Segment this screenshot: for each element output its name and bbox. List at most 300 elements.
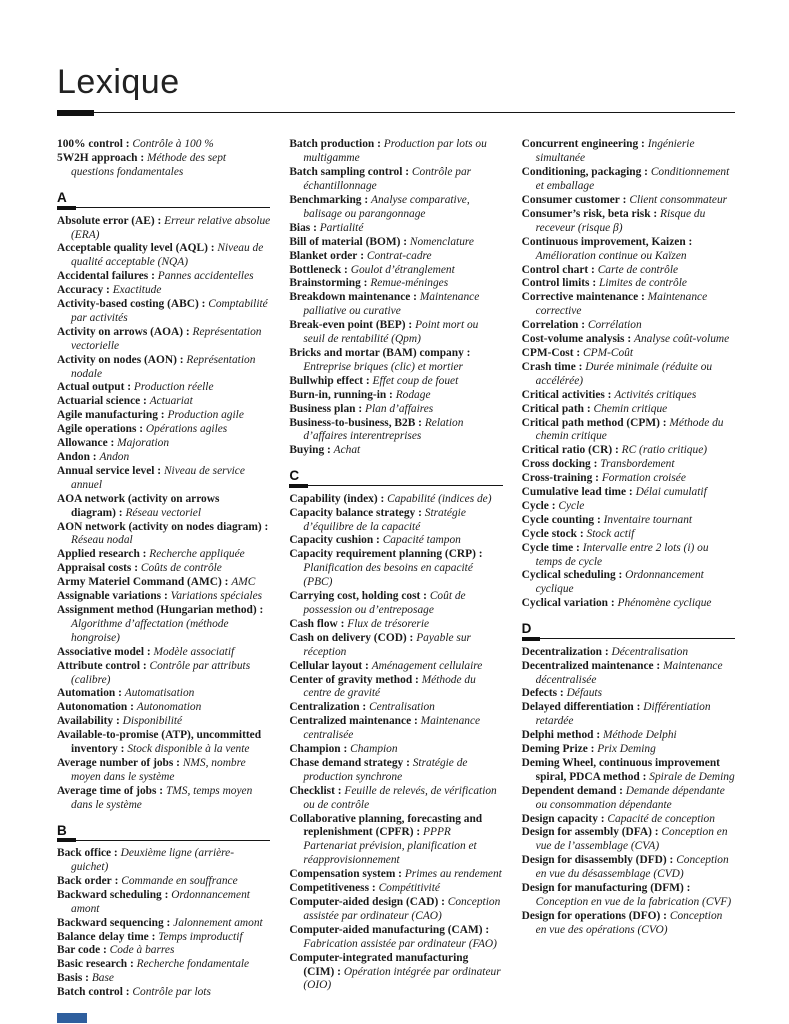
lexicon-entry [522,333,735,347]
entry-translation: Automatisation [124,687,195,700]
entry-translation: Cycle [558,499,585,512]
lexicon-entry [522,291,735,319]
lexicon-entry [522,910,735,938]
lexicon-entry [522,486,735,500]
entry-translation: Centralisation [369,701,435,714]
lexicon-entry [289,590,502,618]
entry-term: Breakdown maintenance : [289,291,417,304]
lexicon-entry [57,646,270,660]
lexicon-entry [289,138,502,166]
lexicon-entry [289,264,502,278]
entry-translation: Deuxième ligne (arrière-guichet) [71,847,235,873]
lexicon-entry [57,548,270,562]
entry-translation: Contrat-cadre [366,249,432,262]
entry-term: Available-to-promise (ATP), uncommitted inventory : [57,729,262,756]
entry-term: Benchmarking : [289,194,369,207]
lexicon-entry [289,715,502,743]
entry-term: Computer-aided manufacturing (CAM) : [289,923,490,936]
entry-term: Continuous improvement, Kaizen : [521,235,693,248]
entry-translation: Plan d’affaires [365,402,434,415]
entry-term: Availability : [57,715,120,728]
lexicon-entry [522,813,735,827]
title-rule-thick-bar [57,110,94,116]
entry-translation: Phénomène cyclique [617,597,712,610]
page-tab-marker [57,1013,87,1023]
lexicon-entry [289,417,502,445]
entry-translation: Maintenance palliative ou curative [303,291,480,318]
entry-translation: Recherche fondamentale [136,958,250,971]
lexicon-entry [289,250,502,264]
entry-term: Balance delay time : [57,930,156,943]
entry-translation: Nomenclature [409,235,474,248]
lexicon-entry [522,500,735,514]
entry-term: Activity on nodes (AON) : [57,353,184,366]
entry-translation: Champion [350,743,398,756]
section-header [289,469,502,488]
entry-term: Consumer’s risk, beta risk : [521,207,658,220]
lexicon-entry [289,493,502,507]
entry-translation: Ordonnancement amont [71,888,250,915]
lexicon-entry [289,548,502,590]
section-rule [76,207,271,208]
lexicon-page [57,64,735,1000]
lexicon-entry [289,403,502,417]
entry-term: Applied research : [57,548,147,561]
entry-term: Back office : [57,847,118,860]
lexicon-entry [57,576,270,590]
entry-translation: Algorithme d’affectation (méthode hongroise) [71,617,229,644]
entry-term: Backward scheduling : [57,888,169,901]
entry-term: Cash flow : [289,617,345,630]
entry-translation: Formation croisée [601,472,686,485]
entry-translation: Spirale de Deming [649,770,735,783]
entry-term: Back order : [57,874,119,887]
lexicon-entry [57,562,270,576]
entry-term: Attribute control : [57,659,147,672]
entry-translation: Carte de contrôle [597,263,679,276]
lexicon-column [522,138,735,1000]
lexicon-entry [57,604,270,646]
entry-term: Consumer customer : [521,194,627,207]
entry-term: Associative model : [57,645,151,658]
entry-term: Conditioning, packaging : [521,166,648,179]
entry-translation: Feuille de relevés, de vérification ou de contrôle [303,784,497,811]
entry-term: Checklist : [289,784,342,797]
lexicon-entry [57,409,270,423]
entry-term: Correlation : [521,319,586,332]
entry-translation: Opération intégrée par ordinateur (OIO) [303,965,501,992]
entry-translation: Contrôle par attributs (calibre) [71,659,251,686]
lexicon-entry [57,395,270,409]
entry-term: Carrying cost, holding cost : [289,590,427,603]
entry-term: Design capacity : [521,812,605,825]
entry-term: Accuracy : [57,284,110,297]
entry-term: Average time of jobs : [57,784,164,797]
lexicon-entry [289,660,502,674]
lexicon-entry [289,222,502,236]
entry-translation: Inventaire tournant [603,513,693,526]
entry-translation: Production réelle [133,381,214,394]
entry-translation: Production agile [167,409,244,422]
entry-translation: Niveau de service annuel [71,464,245,491]
entry-term: Critical path : [521,402,591,415]
entry-translation: Primes au rendement [404,868,502,881]
section-header [57,824,270,843]
entry-term: Design for operations (DFO) : [521,909,667,922]
lexicon-entry [289,924,502,952]
entry-translation: Conception en vue du désassemblage (CVD) [535,854,729,881]
lexicon-entry [522,569,735,597]
entry-term: Collaborative planning, forecasting and replenishment (CPFR) : [289,812,483,839]
lexicon-entry [57,757,270,785]
entry-translation: Payable sur réception [303,631,471,658]
lexicon-entry [289,952,502,994]
lexicon-entry [522,514,735,528]
lexicon-entry [289,375,502,389]
entry-term: Army Materiel Command (AMC) : [57,576,229,589]
entry-translation: TMS, temps moyen dans le système [71,784,253,811]
lexicon-entry [522,660,735,688]
lexicon-entry [57,715,270,729]
entry-translation: Client consommateur [629,194,728,207]
section-rule [76,840,271,841]
entry-term: Batch control : [57,986,130,999]
lexicon-entry [289,444,502,458]
entry-term: Basis : [57,972,89,985]
lexicon-entry [57,687,270,701]
entry-term: Agile manufacturing : [57,409,165,422]
entry-term: Decentralized maintenance : [521,659,661,672]
entry-term: Centralized maintenance : [289,715,418,728]
entry-term: 100% control : [57,138,130,151]
entry-translation: Défauts [566,687,603,700]
lexicon-column [57,138,270,1000]
entry-translation: Durée minimale (réduite ou accélérée) [535,360,713,387]
entry-term: Cash on delivery (COD) : [289,631,414,644]
entry-term: Control chart : [521,263,595,276]
entry-term: Cyclical scheduling : [521,569,623,582]
entry-term: Bias : [289,221,317,234]
entry-term: Capability (index) : [289,492,385,505]
entry-term: Concurrent engineering : [521,138,645,151]
section-letter: D [522,622,541,641]
entry-term: Basic research : [57,958,134,971]
entry-term: Capacity requirement planning (CRP) : [289,548,483,561]
entry-translation: Production par lots ou multigamme [303,138,487,165]
entry-translation: Variations spéciales [170,590,263,603]
entry-term: Burn-in, running-in : [289,388,393,401]
entry-translation: Maintenance corrective [535,291,708,318]
entry-term: Corrective maintenance : [521,291,645,304]
entry-translation: Ingénierie simultanée [535,138,695,165]
page-title: Lexique [57,63,180,101]
lexicon-entry [522,208,735,236]
entry-term: Accidental failures : [57,270,155,283]
lexicon-entry [289,757,502,785]
entry-term: Business plan : [289,402,363,415]
entry-term: Critical activities : [521,388,612,401]
entry-term: Chase demand strategy : [289,756,410,769]
lexicon-entry [57,138,270,152]
entry-translation: Réseau vectoriel [125,506,202,519]
entry-term: Business-to-business, B2B : [289,416,422,429]
entry-translation: Contrôle par lots [132,986,211,999]
entry-translation: Méthode Delphi [603,729,677,742]
lexicon-entry [57,889,270,917]
lexicon-entry [522,854,735,882]
entry-translation: Capabilité (indices de) [387,492,492,505]
lexicon-entry [522,277,735,291]
lexicon-entry [57,729,270,757]
entry-translation: Conception en vue de l’assemblage (CVA) [535,826,728,853]
entry-term: Bar code : [57,944,107,957]
entry-translation: Erreur relative absolue (ERA) [71,214,271,241]
lexicon-entry [522,826,735,854]
lexicon-entry [289,389,502,403]
entry-term: Cumulative lead time : [521,486,633,499]
entry-term: Annual service level : [57,464,162,477]
entry-term: Deming Wheel, continuous improvement spiral, PDCA method : [521,756,720,783]
lexicon-entry [522,319,735,333]
entry-term: Design for manufacturing (DFM) : [521,882,691,895]
entry-translation: Partialité [319,221,364,234]
lexicon-entry [522,389,735,403]
entry-translation: Rodage [395,388,431,401]
entry-term: Design for assembly (DFA) : [521,826,659,839]
lexicon-entry [289,896,502,924]
entry-translation: Entreprise briques (clic) et mortier [303,360,463,373]
entry-term: Bricks and mortar (BAM) company : [289,346,471,359]
lexicon-entry [522,646,735,660]
lexicon-entry [57,298,270,326]
entry-translation: CPM-Coût [583,346,634,359]
entry-term: Brainstorming : [289,277,368,290]
entry-translation: Méthode des sept questions fondamentales [71,152,227,179]
lexicon-entry [522,757,735,785]
lexicon-entry [522,743,735,757]
lexicon-entry [289,277,502,291]
entry-term: Cross-training : [521,472,599,485]
entry-term: Allowance : [57,437,115,450]
section-letter: C [289,469,308,488]
lexicon-entry [57,493,270,521]
entry-term: Delayed differentiation : [521,701,641,714]
entry-term: Average number of jobs : [57,756,180,769]
entry-term: Computer-aided design (CAD) : [289,896,445,909]
section-letter: B [57,824,76,843]
entry-translation: Conception en vue des opérations (CVO) [535,909,723,936]
entry-translation: Recherche appliquée [149,548,245,561]
entry-term: Appraisal costs : [57,562,139,575]
lexicon-entry [289,236,502,250]
entry-translation: Corrélation [587,319,642,332]
entry-translation: Pannes accidentelles [157,270,254,283]
lexicon-entry [289,194,502,222]
entry-translation: Jalonnement amont [173,916,263,929]
entry-translation: Actuariat [149,395,193,408]
entry-translation: Risque du receveur (risque β) [535,207,706,234]
entry-translation: Stock actif [586,527,635,540]
entry-translation: NMS, nombre moyen dans le système [71,756,246,783]
lexicon-entry [289,785,502,813]
lexicon-entry [57,701,270,715]
entry-translation: Chemin critique [593,402,668,415]
lexicon-entry [57,847,270,875]
entry-term: Cyclical variation : [521,597,615,610]
entry-term: Capacity cushion : [289,534,380,547]
entry-translation: Point mort ou seuil de rentabilité (Qpm) [303,319,479,346]
entry-translation: Décentralisation [611,645,689,658]
lexicon-entry [522,347,735,361]
section-letter: A [57,191,76,210]
lexicon-entry [289,319,502,347]
entry-translation: Stock disponible à la vente [127,743,250,756]
lexicon-entry [522,194,735,208]
title-rule [57,110,735,117]
entry-translation: Planification des besoins en capacité (PBC) [303,562,473,589]
entry-term: Buying : [289,444,331,457]
entry-translation: Stratégie d’équilibre de la capacité [303,506,466,533]
lexicon-entry [522,882,735,910]
lexicon-columns [57,138,735,1000]
entry-term: Delphi method : [521,729,601,742]
entry-translation: Majoration [117,437,170,450]
entry-term: Defects : [521,687,564,700]
entry-translation: Fabrication assistée par ordinateur (FAO) [303,937,497,950]
entry-term: Deming Prize : [521,743,595,756]
entry-term: Assignable variations : [57,590,168,603]
entry-term: Critical ratio (CR) : [521,444,619,457]
entry-translation: Comptabilité par activités [71,298,268,324]
entry-term: Cycle stock : [521,527,584,540]
entry-translation: Aménagement cellulaire [371,659,483,672]
entry-translation: Représentation nodale [71,353,256,380]
lexicon-entry [57,972,270,986]
entry-term: Cycle : [521,499,556,512]
entry-translation: Relation d’affaires interentreprises [303,416,464,443]
lexicon-entry [57,986,270,1000]
entry-translation: Conception assistée par ordinateur (CAO) [303,896,501,922]
entry-term: Acceptable quality level (AQL) : [57,242,215,255]
lexicon-entry [522,403,735,417]
lexicon-entry [289,291,502,319]
entry-translation: PPPR Partenariat prévision, planification et réapprovisionnement [303,826,477,867]
entry-term: Computer-integrated manufacturing (CIM) : [289,951,469,978]
entry-term: Absolute error (AE) : [57,214,162,227]
entry-term: Capacity balance strategy : [289,506,422,519]
entry-translation: Opérations agiles [145,423,228,436]
entry-term: Control limits : [521,277,597,290]
entry-translation: Capacité de conception [607,812,715,825]
entry-term: Bullwhip effect : [289,374,370,387]
lexicon-entry [57,958,270,972]
entry-translation: Effet coup de fouet [372,374,459,387]
lexicon-entry [289,632,502,660]
entry-term: Competitiveness : [289,882,376,895]
lexicon-entry [522,597,735,611]
lexicon-entry [57,931,270,945]
entry-translation: Méthode du centre de gravité [303,673,476,700]
entry-translation: Autonomation [136,701,202,714]
section-header [57,191,270,210]
entry-translation: Contrôle à 100 % [132,138,214,151]
entry-translation: Stratégie de production synchrone [303,756,468,783]
lexicon-entry [522,687,735,701]
lexicon-entry [289,743,502,757]
entry-translation: Activités critiques [614,388,697,401]
lexicon-entry [522,166,735,194]
lexicon-entry [57,521,270,549]
entry-translation: Base [91,972,114,985]
lexicon-entry [289,166,502,194]
entry-term: Activity-based costing (ABC) : [57,298,206,311]
section-rule [308,485,503,486]
entry-term: Blanket order : [289,249,364,262]
entry-term: Activity on arrows (AOA) : [57,325,190,338]
entry-translation: Coûts de contrôle [140,562,222,575]
entry-translation: Achat [333,444,361,457]
entry-term: Batch sampling control : [289,166,410,179]
entry-term: Agile operations : [57,423,144,436]
lexicon-entry [522,444,735,458]
entry-translation: Compétitivité [378,882,440,895]
entry-translation: Différentiation retardée [535,701,711,728]
entry-term: Batch production : [289,138,381,151]
entry-translation: Temps improductif [158,930,243,943]
entry-term: Critical path method (CPM) : [521,416,667,429]
lexicon-entry [289,534,502,548]
entry-term: Automation : [57,687,122,700]
lexicon-entry [57,875,270,889]
section-header [522,622,735,641]
lexicon-entry [57,785,270,813]
lexicon-entry [289,813,502,869]
entry-term: Centralization : [289,701,367,714]
entry-translation: Limites de contrôle [598,277,687,290]
entry-translation: Commande en souffrance [121,874,238,887]
lexicon-entry [57,660,270,688]
entry-term: Cross docking : [521,458,598,471]
lexicon-entry [57,917,270,931]
entry-term: Cycle time : [521,541,580,554]
lexicon-entry [57,590,270,604]
entry-translation: Niveau de qualité acceptable (NQA) [71,242,264,269]
entry-translation: Modèle associatif [153,645,235,658]
entry-translation: Demande dépendante ou consommation dépendante [535,784,725,811]
entry-translation: Andon [99,451,130,464]
entry-translation: Contrôle par échantillonnage [303,166,472,193]
lexicon-column [289,138,502,1000]
entry-translation: Exactitude [112,284,162,297]
lexicon-entry [57,423,270,437]
lexicon-entry [522,236,735,264]
entry-translation: AMC [231,576,256,589]
lexicon-entry [57,215,270,243]
entry-term: Bottleneck : [289,263,348,276]
entry-translation: Analyse coût-volume [634,333,730,346]
lexicon-entry [522,458,735,472]
lexicon-entry [289,347,502,375]
entry-translation: Remue-méninges [370,277,449,290]
entry-translation: Méthode du chemin critique [535,416,724,443]
entry-term: Break-even point (BEP) : [289,319,413,332]
lexicon-entry [57,465,270,493]
entry-term: Design for disassembly (DFD) : [521,854,674,867]
lexicon-entry [522,729,735,743]
entry-translation: Délai cumulatif [635,486,707,499]
entry-translation: Disponibilité [122,715,183,728]
lexicon-entry [57,381,270,395]
